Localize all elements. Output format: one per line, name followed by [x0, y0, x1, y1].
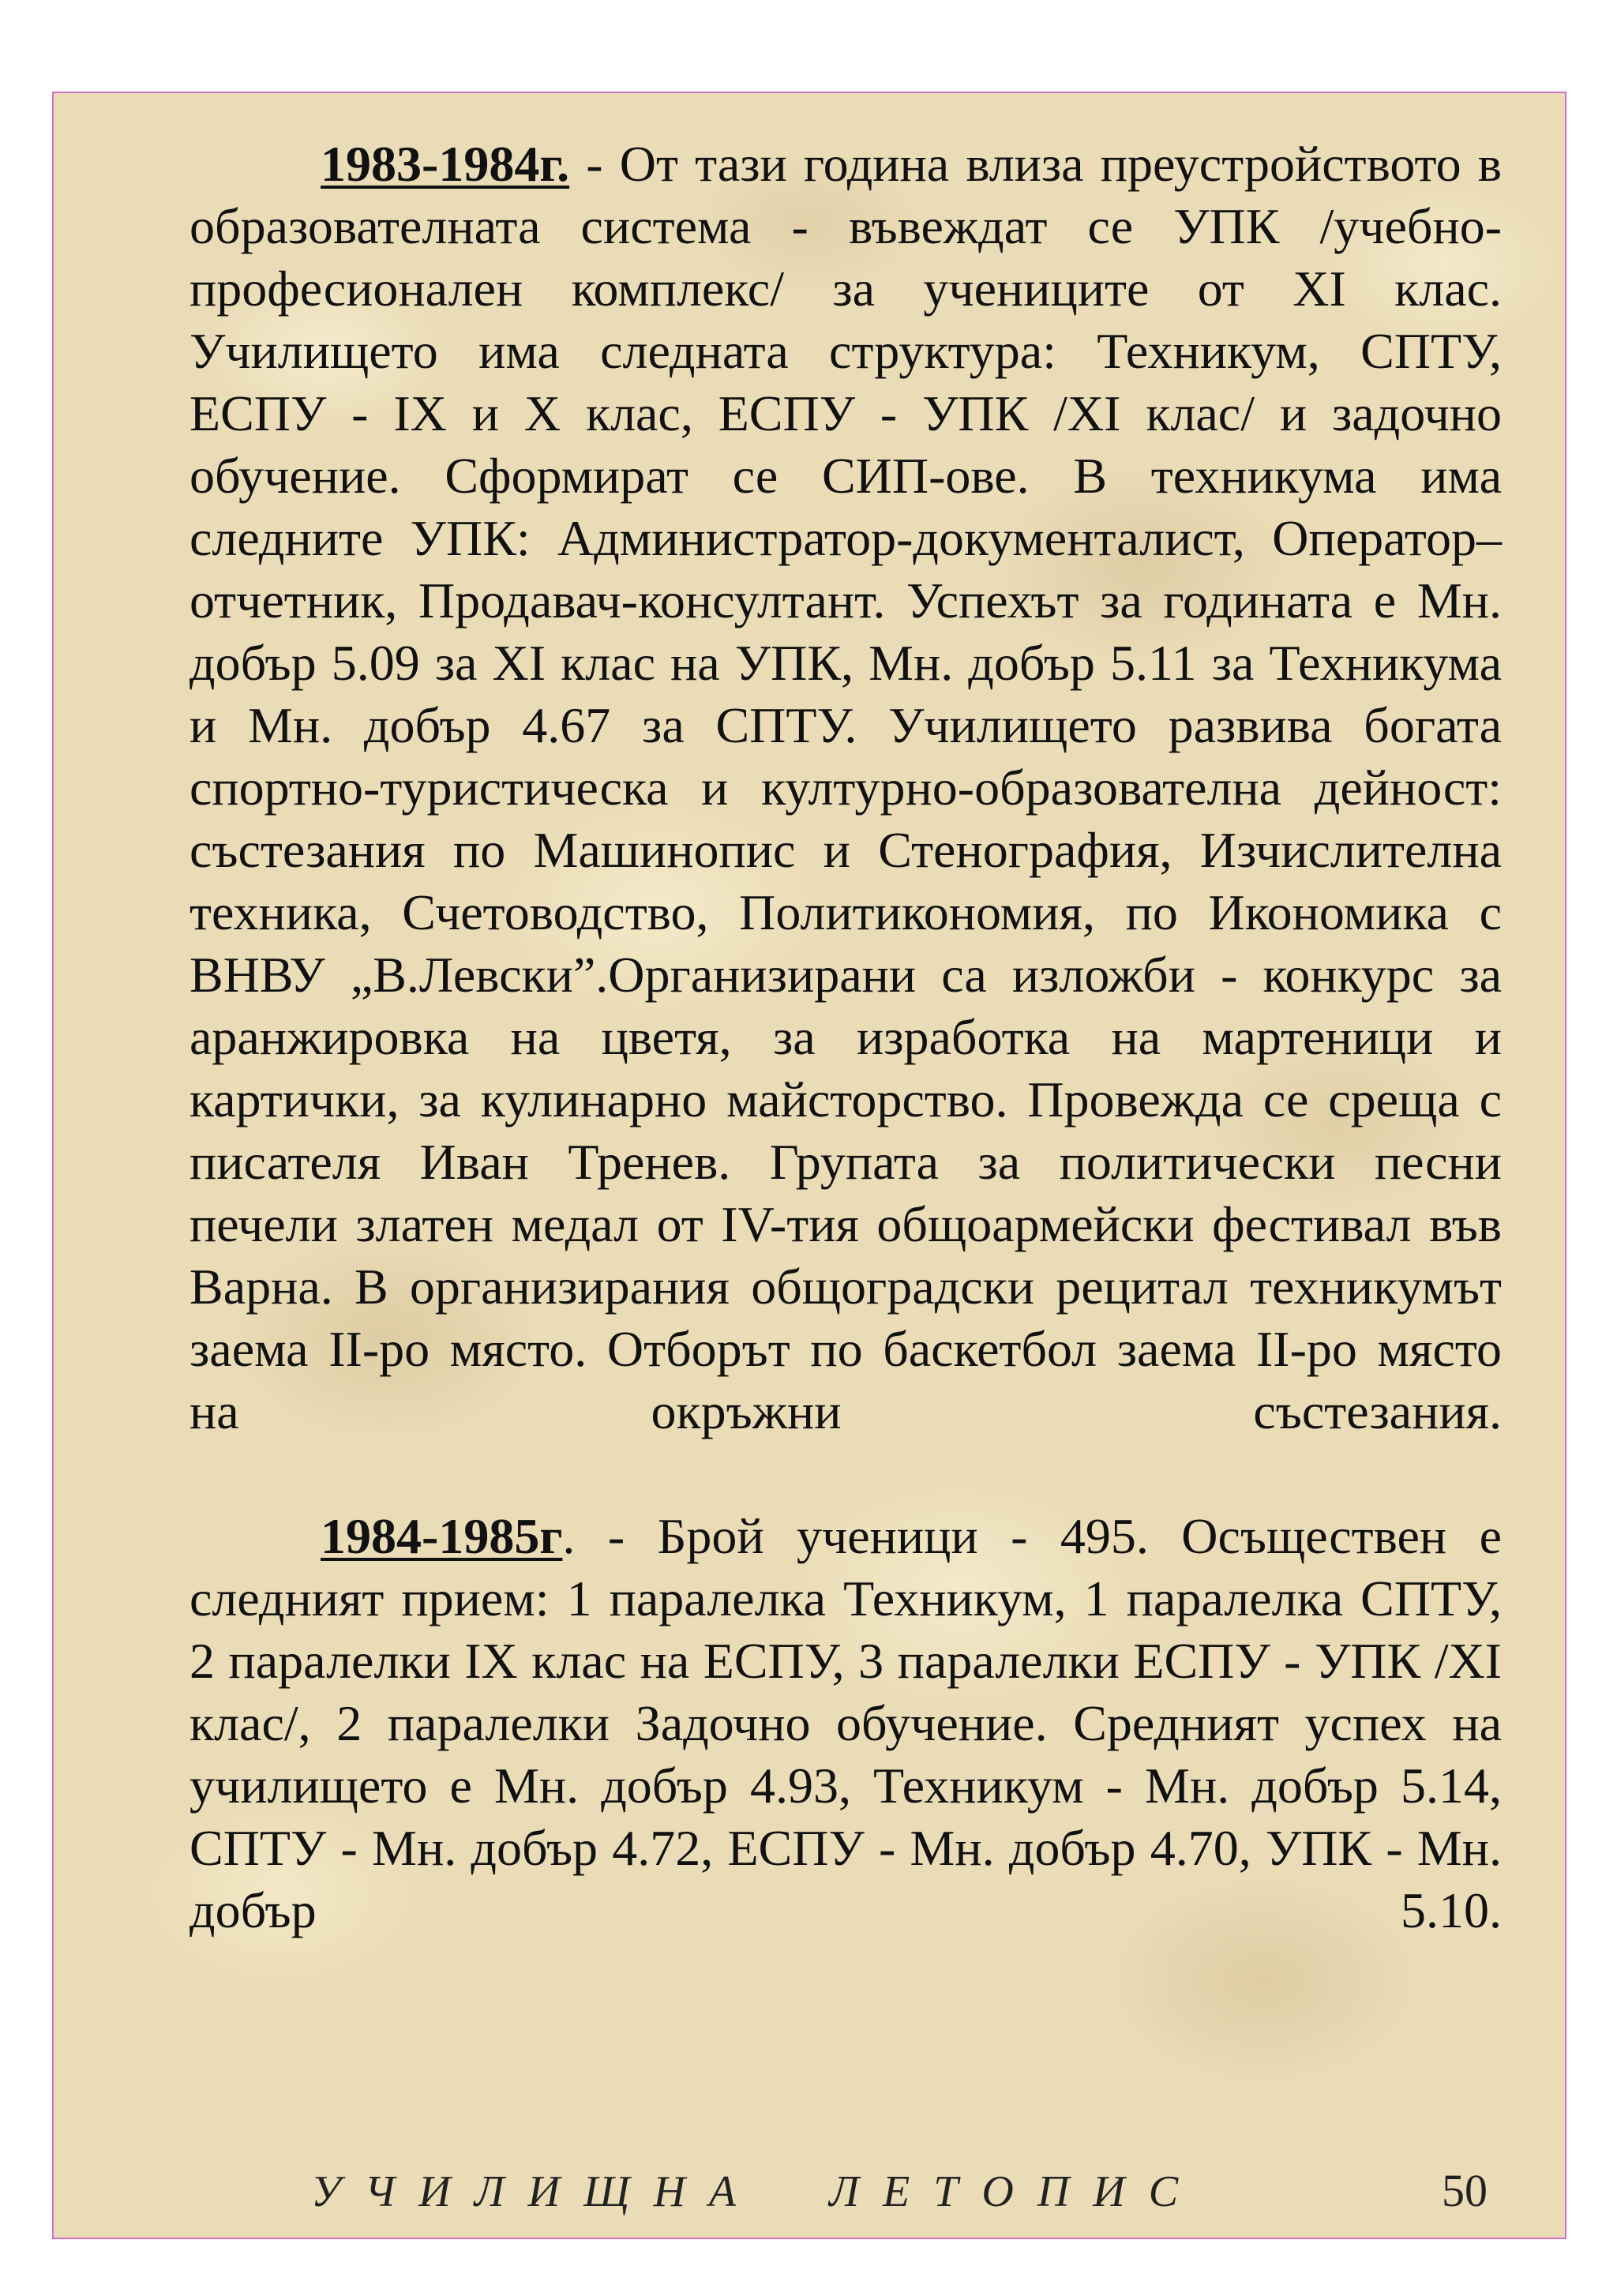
chronicle-text — [189, 133, 1502, 1941]
chronicle-entry-1984-1985 — [189, 1505, 1502, 1941]
chronicle-entry-1983-1984 — [189, 133, 1502, 1443]
footer-title: УЧИЛИЩНА ЛЕТОПИС — [311, 2167, 1202, 2216]
entry-body-1983-1984: - От тази година влиза преустройството в образователната система - въвеждат се УПК /учебно- професионален комплекс/ за учениците от XI клас. Училището има следната структура: Техникум, СПТУ, ЕСПУ - IX и X клас, ЕСПУ - УПК /XI клас/ и задочно обучение. Сформират се СИП-ове. В техникума има следните УПК: Администратор-документалист, Оператор–отчетник, Продавач-консултант. Успехът за годината е Мн. добър 5.09 за XI клас на УПК, Мн. добър 5.11 за Техникума и Мн. добър 4.67 за СПТУ. Училището развива богата спортно-туристическа и културно-образователна дейност: състезания по Машинопис и Стенография, Изчислителна техника, Счетоводство, Политикономия, по Икономика с ВНВУ „В.Левски”.Организирани са изложби - конкурс за аранжировка на цветя, за изработка на мартеници и картички, за кулинарно майсторство. Провежда се среща с писателя Иван Тренев. Групата за политически песни печели златен медал от IV-тия общоармейски фестивал във Варна. В организирания общоградски рецитал техникумът заема II-ро място. Отборът по баскетбол заема II-ро място на окръжни състезания. — [189, 136, 1503, 1439]
year-heading-1984-1985: 1984-1985г — [321, 1508, 563, 1564]
page-number: 50 — [1442, 2165, 1488, 2216]
year-heading-1983-1984: 1983-1984г. — [321, 136, 570, 192]
entry-body-1984-1985: . - Брой ученици - 495. Осъществен е следният прием: 1 паралелка Техникум, 1 паралелка СПТУ, 2 паралелки IX клас на ЕСПУ, 3 паралелки ЕСПУ - УПК /XI клас/, 2 паралелки Задочно обучение. Средният успех на училището е Мн. добър 4.93, Техникум - Мн. добър 5.14, СПТУ - Мн. добър 4.72, ЕСПУ - Мн. добър 4.70, УПК - Мн. добър 5.10. — [189, 1508, 1502, 1938]
